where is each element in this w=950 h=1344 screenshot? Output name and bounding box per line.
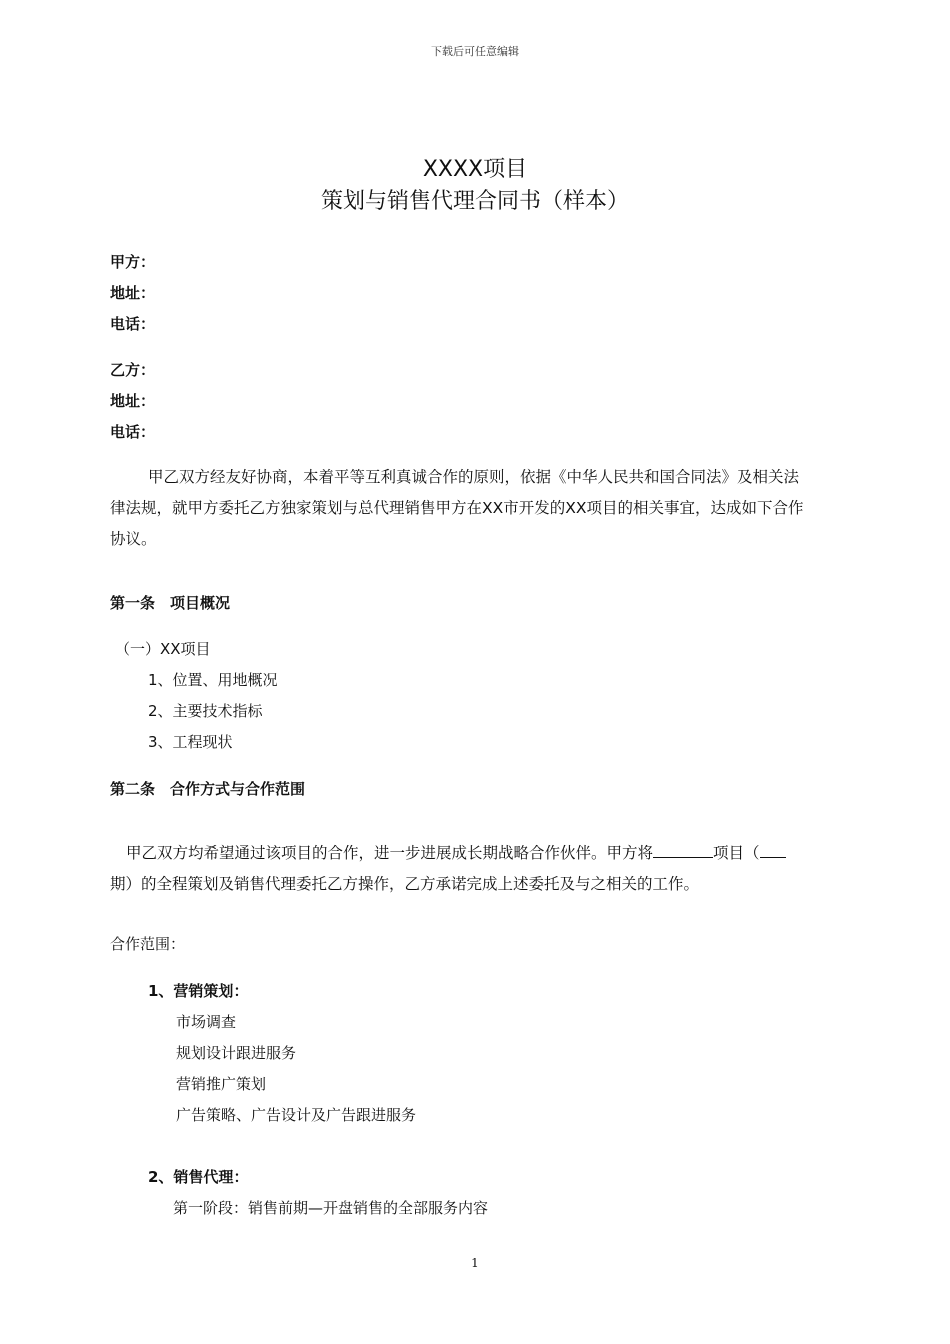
page-number: 1 bbox=[471, 1256, 479, 1270]
party-a-phone-label: 电话： bbox=[110, 315, 156, 333]
article2-text: 甲乙双方均希望通过该项目的合作，进一步进展成长期战略合作伙伴。甲方将 bbox=[126, 844, 654, 862]
title-contract: 策划与销售代理合同书（样本） bbox=[320, 189, 629, 214]
party-a-address-label: 地址： bbox=[110, 284, 156, 302]
article2-heading: 第二条 合作方式与合作范围 bbox=[110, 780, 306, 798]
intro-line: 协议。 bbox=[110, 530, 157, 548]
marketing-heading: 1、营销策划： bbox=[148, 982, 249, 1000]
list-item: 1、位置、用地概况 bbox=[148, 671, 278, 689]
article2-paragraph-line2: 期）的全程策划及销售代理委托乙方操作，乙方承诺完成上述委托及与之相关的工作。 bbox=[110, 875, 700, 893]
blank-project-name bbox=[653, 843, 713, 858]
party-b-address-label: 地址： bbox=[110, 392, 156, 410]
intro-paragraph bbox=[110, 462, 855, 555]
blank-phase bbox=[760, 843, 786, 858]
list-item: 第一阶段：销售前期—开盘销售的全部服务内容 bbox=[173, 1199, 489, 1217]
list-item: 3、工程现状 bbox=[148, 733, 233, 751]
scope-label: 合作范围： bbox=[110, 935, 186, 953]
article1-subheading: （一）XX项目 bbox=[115, 640, 211, 658]
list-item: 营销推广策划 bbox=[176, 1075, 267, 1093]
header-note: 下载后可任意编辑 bbox=[431, 45, 519, 58]
list-item: 市场调查 bbox=[176, 1013, 237, 1031]
article2-text: 项目（ bbox=[713, 844, 760, 862]
intro-line: 甲乙双方经友好协商，本着平等互利真诚合作的原则，依据《中华人民共和国合同法》及相关法 bbox=[148, 468, 800, 486]
list-item: 广告策略、广告设计及广告跟进服务 bbox=[176, 1106, 417, 1124]
intro-line: 律法规，就甲方委托乙方独家策划与总代理销售甲方在XX市开发的XX项目的相关事宜，达成如下合作 bbox=[110, 499, 804, 517]
article2-paragraph-line1 bbox=[126, 841, 786, 863]
sales-heading: 2、销售代理： bbox=[148, 1168, 249, 1186]
list-item: 规划设计跟进服务 bbox=[176, 1044, 297, 1062]
party-a-name-label: 甲方： bbox=[110, 253, 156, 271]
article1-heading: 第一条 项目概况 bbox=[110, 594, 231, 612]
party-b-name-label: 乙方： bbox=[110, 361, 156, 379]
title-project: XXXX项目 bbox=[422, 157, 528, 182]
list-item: 2、主要技术指标 bbox=[148, 702, 263, 720]
party-b-phone-label: 电话： bbox=[110, 423, 156, 441]
